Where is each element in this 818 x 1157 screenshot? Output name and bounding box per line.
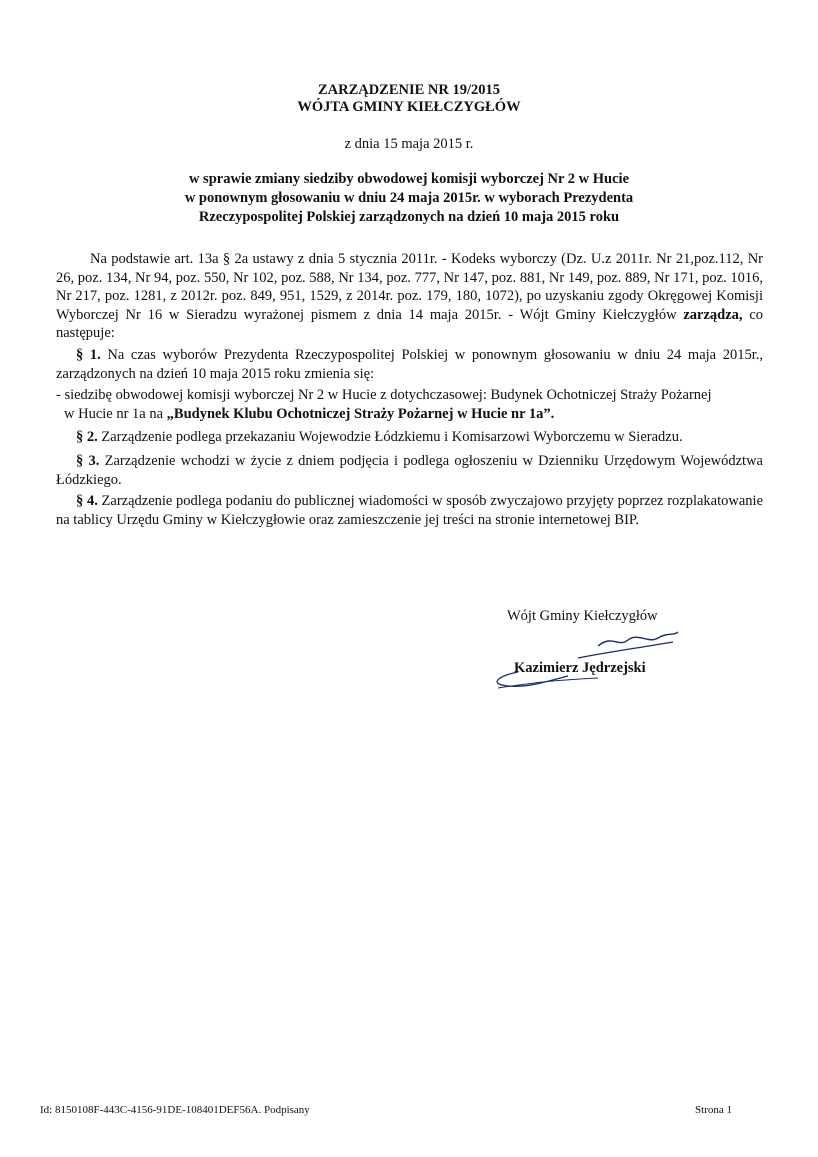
preamble-text: Na podstawie art. 13a § 2a ustawy z dnia 5 stycznia 2011r. - Kodeks wyborczy (Dz. U.z 2011r. Nr 21,poz.112, Nr 26, poz. 134, Nr 94, poz. 550, Nr 102, poz. 588, Nr 134, poz. 777, Nr 147, poz. 881, Nr 149, poz. 889, Nr 171, poz. 1016, Nr 217, poz. 1281, z 2012r. poz. 849, 951, 1529, z 2014r. poz. 179, 180, 1072), po uzyskaniu zgody Okręgowej Komisji Wyborczej Nr 16 w Sieradzu wyrażonej pismem z dnia 14 maja 2015r. - Wójt Gminy Kiełczygłów: [56, 251, 763, 323]
document-authority: WÓJTA GMINY KIEŁCZYGŁÓW: [297, 99, 521, 115]
preamble-bold: zarządza,: [683, 306, 743, 323]
bullet-bold: „Budynek Klubu Ochotniczej Straży Pożarnej w Hucie nr 1a”.: [166, 405, 555, 422]
section-2-text: Zarządzenie podlega przekazaniu Wojewodzie Łódzkiemu i Komisarzowi Wyborczemu w Sieradzu.: [97, 429, 683, 445]
section-3-label: § 3.: [76, 453, 100, 469]
subject-line-3: Rzeczypospolitej Polskiej zarządzonych na dzień 10 maja 2015 roku: [198, 209, 620, 225]
document-id: Id: 8150108F-443C-4156-91DE-108401DEF56A. Podpisany: [40, 1104, 310, 1116]
bullet-line-2: [56, 405, 763, 424]
bullet-text-2: w Hucie nr 1a na: [64, 405, 167, 422]
section-1-text: Na czas wyborów Prezydenta Rzeczypospolitej Polskiej w ponownym głosowaniu w dniu 24 maja 2015r., zarządzonych na dzień 10 maja 2015 roku zmienia się:: [56, 347, 764, 382]
section-3-text: Zarządzenie wchodzi w życie z dniem podjęcia i podlega ogłoszeniu w Dzienniku Urzędowym Województwa Łódzkiego.: [56, 453, 763, 488]
section-1: [56, 346, 763, 383]
document-subject: [150, 170, 668, 227]
section-2-label: § 2.: [76, 429, 98, 445]
preamble-tail: co następuje:: [56, 306, 764, 341]
bullet-text: - siedzibę obwodowej komisji wyborczej Nr 2 w Hucie z dotychczasowej: Budynek Ochotniczej Straży Pożarnej: [56, 387, 712, 403]
document-date: z dnia 15 maja 2015 r.: [344, 136, 474, 152]
section-3: [56, 452, 763, 489]
section-4-label: § 4.: [76, 493, 98, 509]
section-4: [56, 492, 763, 529]
section-1-bullet: [56, 386, 763, 423]
signature-title: Wójt Gminy Kiełczygłów: [507, 608, 658, 624]
page-number: Strona 1: [695, 1104, 732, 1116]
section-1-label: § 1.: [76, 347, 101, 363]
preamble: [56, 250, 763, 343]
subject-line-1: w sprawie zmiany siedziby obwodowej komisji wyborczej Nr 2 w Hucie: [188, 171, 630, 187]
subject-line-2: w ponownym głosowaniu w dniu 24 maja 2015r. w wyborach Prezydenta: [184, 190, 634, 206]
document-title: ZARZĄDZENIE NR 19/2015: [317, 82, 501, 98]
section-4-text: Zarządzenie podlega podaniu do publicznej wiadomości w sposób zwyczajowo przyjęty poprzez rozplakatowanie na tablicy Urzędu Gminy w Kiełczygłowie oraz zamieszczenie jej treści na stronie internetowej BIP.: [56, 493, 764, 528]
signatory-name: Kazimierz Jędrzejski: [514, 660, 646, 676]
section-2: [56, 428, 763, 447]
